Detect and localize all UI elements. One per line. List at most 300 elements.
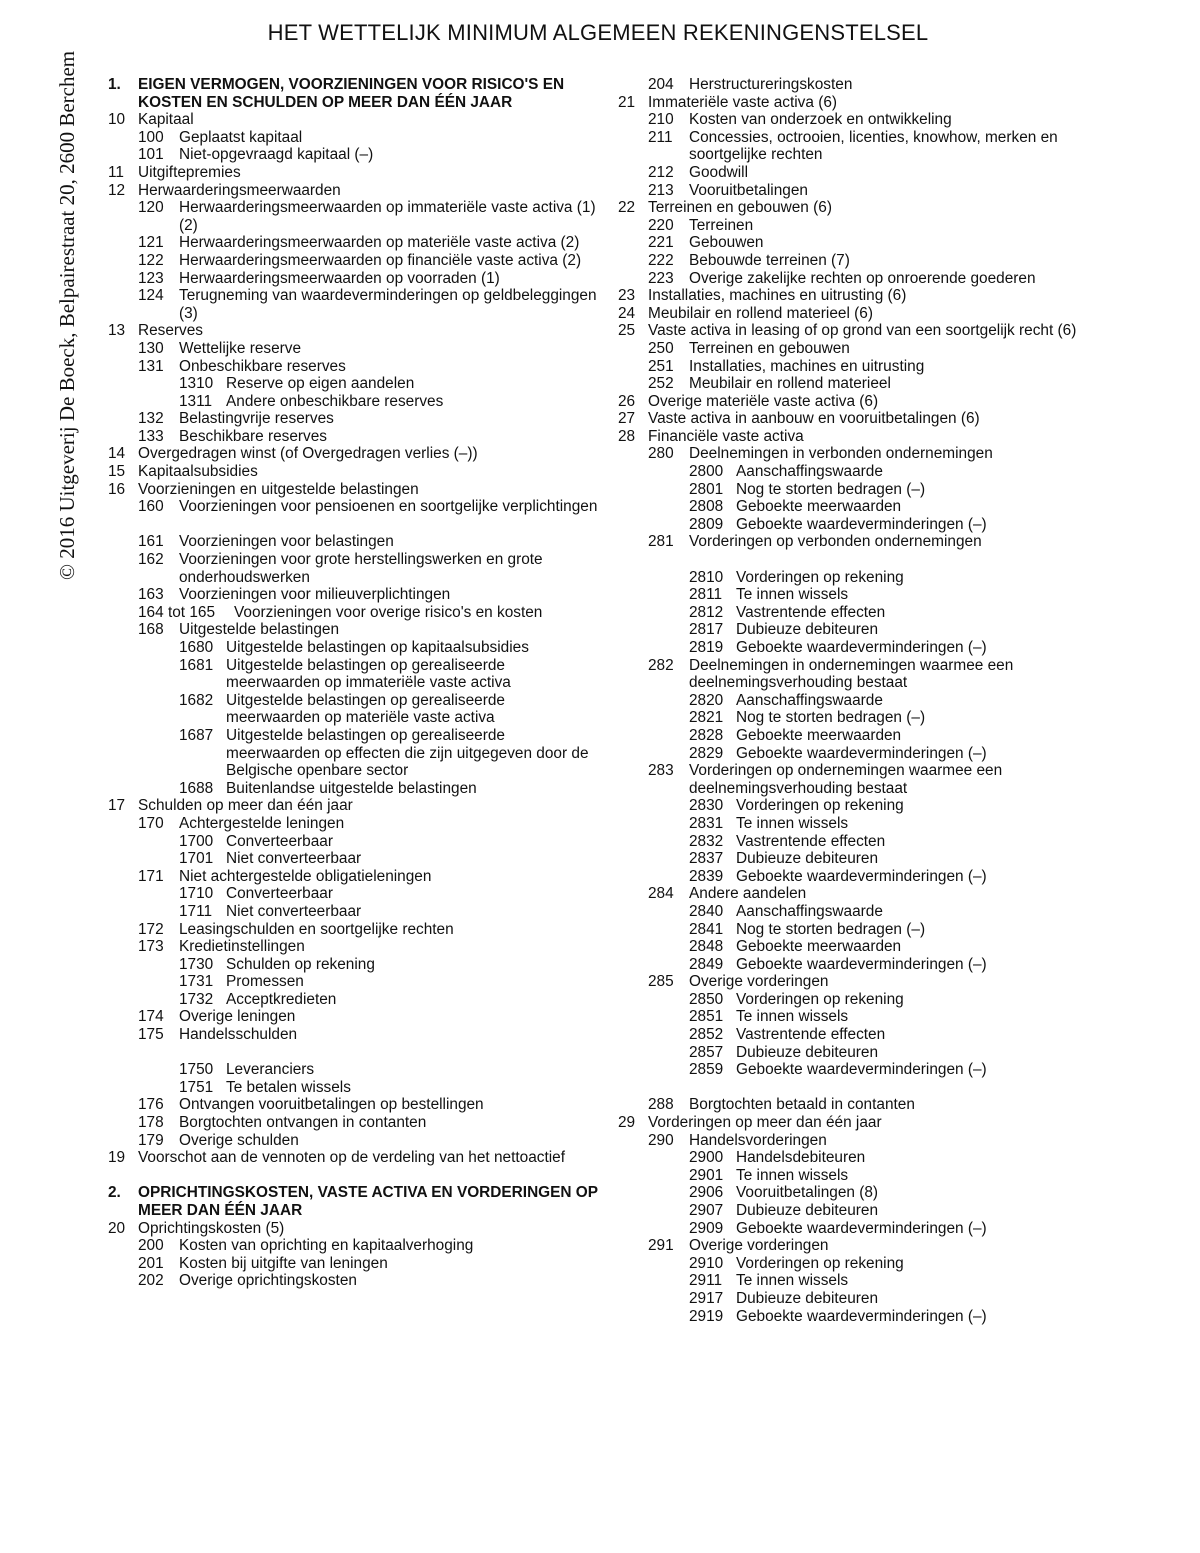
account-entry	[618, 762, 1088, 797]
spacer	[108, 1044, 598, 1062]
account-code: 2809	[689, 515, 724, 533]
account-code: 23	[618, 287, 636, 305]
account-label: Geboekte meerwaarden	[736, 726, 902, 744]
account-code: 201	[138, 1254, 164, 1272]
account-code: 220	[648, 216, 674, 234]
account-code: 21	[618, 93, 636, 111]
account-label: Aanschaffingswaarde	[736, 463, 883, 481]
account-code: 281	[648, 533, 674, 551]
account-label: Deelnemingen in ondernemingen waarmee een deelnemingsverhouding bestaat	[689, 656, 1014, 692]
account-entry	[618, 1272, 1088, 1290]
account-entry	[618, 463, 1088, 481]
account-code: 130	[138, 339, 164, 357]
account-label: Geboekte meerwaarden	[736, 938, 902, 956]
account-entry	[108, 182, 598, 200]
account-label: Dubieuze debiteuren	[736, 850, 879, 868]
account-entry	[108, 850, 598, 868]
account-code: 2819	[689, 639, 724, 656]
account-code: 211	[648, 128, 673, 146]
account-label: Overige oprichtingskosten	[179, 1272, 357, 1290]
page-title	[0, 20, 1200, 46]
account-entry	[108, 621, 598, 639]
account-code: 17	[108, 797, 126, 815]
account-code: 2907	[689, 1202, 724, 1219]
account-code: 2919	[689, 1307, 724, 1325]
account-label: Aanschaffingswaarde	[736, 902, 883, 920]
account-code: 2829	[689, 744, 724, 762]
account-entry	[108, 956, 598, 974]
account-code: 100	[138, 128, 164, 146]
account-entry	[108, 1061, 598, 1079]
account-code: 171	[138, 867, 164, 885]
account-label: Meubilair en rollend materieel	[689, 375, 891, 393]
account-label: Onbeschikbare reserves	[179, 357, 346, 375]
right-column	[618, 76, 1088, 1325]
account-entry	[108, 780, 598, 798]
account-entry	[108, 129, 598, 147]
account-code: 14	[108, 445, 126, 463]
account-entry	[618, 1167, 1088, 1185]
account-entry	[618, 1220, 1088, 1238]
account-code: 1730	[179, 955, 214, 973]
account-code: 2850	[689, 990, 724, 1008]
copyright-sidebar: © 2016 Uitgeverij De Boeck, Belpairestraat 20, 2600 Berchem	[55, 50, 79, 580]
account-entry	[618, 1202, 1088, 1220]
account-entry	[108, 1132, 598, 1150]
account-label: Uitgestelde belastingen op gerealiseerde meerwaarden op immateriële vaste activa	[226, 656, 511, 692]
account-label: Uitgiftepremies	[138, 163, 241, 181]
account-label: Borgtochten ontvangen in contanten	[179, 1114, 427, 1132]
account-entry	[618, 1096, 1088, 1114]
account-label: Vaste activa in aanbouw en vooruitbetalingen (6)	[648, 410, 980, 428]
account-label: Reserve op eigen aandelen	[226, 375, 415, 393]
account-label: Voorzieningen voor pensioenen en soortgelijke verplichtingen	[179, 498, 598, 516]
account-entry	[618, 973, 1088, 991]
account-code: 2841	[689, 920, 724, 938]
account-entry	[618, 287, 1088, 305]
account-code: 2910	[689, 1254, 724, 1272]
account-code: 131	[138, 357, 164, 375]
account-code: 19	[108, 1149, 126, 1167]
account-code: 1711	[179, 902, 213, 920]
account-entry	[618, 1290, 1088, 1308]
account-label: Overige materiële vaste activa (6)	[648, 392, 879, 410]
account-code: 221	[648, 234, 674, 252]
account-entry	[618, 182, 1088, 200]
account-label: Overige zakelijke rechten op onroerende goederen	[689, 269, 1036, 287]
account-label: Deelnemingen in verbonden ondernemingen	[689, 445, 993, 463]
account-entry	[108, 146, 598, 164]
account-label: Niet converteerbaar	[226, 850, 362, 868]
account-label: Installaties, machines en uitrusting	[689, 357, 925, 375]
account-code: 1311	[179, 392, 213, 410]
account-label: Geboekte waardeverminderingen (–)	[736, 867, 987, 885]
account-entry	[108, 1272, 598, 1290]
account-entry	[108, 111, 598, 129]
account-entry	[108, 445, 598, 463]
account-entry	[618, 340, 1088, 358]
account-label: Overige schulden	[179, 1131, 299, 1149]
account-label: Voorschot aan de vennoten op de verdeling van het nettoactief	[138, 1149, 565, 1167]
account-label: Kapitaalsubsidies	[138, 463, 258, 481]
account-code: 173	[138, 938, 164, 956]
account-entry	[618, 833, 1088, 851]
account-label: Schulden op meer dan één jaar	[138, 797, 353, 815]
account-entry	[618, 1044, 1088, 1062]
account-entry	[108, 973, 598, 991]
account-label: Te innen wissels	[736, 586, 849, 604]
account-entry	[618, 885, 1088, 903]
account-label: Handelsschulden	[179, 1026, 298, 1044]
account-code: 122	[138, 251, 164, 269]
account-label: Kosten van onderzoek en ontwikkeling	[689, 111, 952, 129]
account-code: 2821	[689, 709, 724, 727]
account-entry	[618, 868, 1088, 886]
account-code: 2911	[689, 1272, 723, 1290]
account-label: Dubieuze debiteuren	[736, 1043, 879, 1061]
account-label: Voorzieningen en uitgestelde belastingen	[138, 480, 419, 498]
account-label: Overige vorderingen	[689, 1237, 829, 1255]
account-entry	[108, 938, 598, 956]
account-entry	[618, 1114, 1088, 1132]
account-code: 1682	[179, 691, 214, 709]
account-entry	[618, 639, 1088, 657]
account-code: 1310	[179, 375, 214, 393]
account-entry	[108, 270, 598, 288]
account-entry	[618, 76, 1088, 94]
account-code: 12	[108, 181, 126, 199]
account-label: Beschikbare reserves	[179, 427, 327, 445]
account-code: 1710	[179, 885, 214, 903]
account-label: Voorzieningen voor belastingen	[179, 533, 394, 551]
account-label: Vorderingen op meer dan één jaar	[648, 1114, 882, 1132]
account-code: 2837	[689, 850, 724, 868]
account-label: Acceptkredieten	[226, 990, 337, 1008]
account-code: 121	[138, 234, 164, 252]
account-code: 16	[108, 480, 126, 498]
account-code: 2901	[689, 1166, 724, 1184]
account-label: Dubieuze debiteuren	[736, 1289, 879, 1307]
account-code: 26	[618, 392, 636, 410]
account-label: Geboekte waardeverminderingen (–)	[736, 639, 987, 656]
account-entry	[108, 586, 598, 604]
account-label: Nog te storten bedragen (–)	[736, 920, 926, 938]
account-code: 160	[138, 498, 164, 516]
account-entry	[108, 358, 598, 376]
account-code: 2852	[689, 1026, 724, 1044]
account-label: Leasingschulden en soortgelijke rechten	[179, 920, 454, 938]
account-label: Herwaarderingsmeerwaarden op financiële vaste activa (2)	[179, 251, 582, 269]
account-code: 2801	[689, 480, 724, 498]
account-entry	[618, 1184, 1088, 1202]
account-label: Herstructureringskosten	[689, 76, 853, 93]
account-code: 27	[618, 410, 636, 428]
account-label: Geboekte waardeverminderingen (–)	[736, 955, 987, 973]
account-entry	[108, 692, 598, 727]
account-label: Wettelijke reserve	[179, 339, 302, 357]
account-entry	[108, 199, 598, 234]
account-label: Kosten van oprichting en kapitaalverhoging	[179, 1237, 474, 1255]
account-entry	[108, 604, 598, 622]
account-entry	[108, 1026, 598, 1044]
account-label: Meubilair en rollend materieel (6)	[648, 304, 873, 322]
account-code: 2909	[689, 1219, 724, 1237]
account-label: Vorderingen op rekening	[736, 1254, 904, 1272]
section-heading	[108, 76, 598, 111]
account-code: 2800	[689, 463, 724, 481]
account-code: 2840	[689, 902, 724, 920]
account-code: 1681	[179, 656, 214, 674]
account-entry	[618, 1308, 1088, 1326]
account-label: Vastrentende effecten	[736, 1026, 886, 1044]
account-entry	[618, 94, 1088, 112]
account-code: 28	[618, 427, 636, 445]
account-entry	[618, 305, 1088, 323]
account-code: 1701	[179, 850, 214, 868]
account-entry	[618, 481, 1088, 499]
account-label: Nog te storten bedragen (–)	[736, 709, 926, 727]
account-entry	[618, 1061, 1088, 1079]
account-entry	[108, 885, 598, 903]
account-code: 101	[138, 146, 164, 164]
account-code: 1.	[108, 76, 121, 93]
account-entry	[108, 533, 598, 551]
account-entry	[108, 164, 598, 182]
account-entry	[618, 1026, 1088, 1044]
account-label: Bebouwde terreinen (7)	[689, 251, 850, 269]
account-label: Niet achtergestelde obligatieleningen	[179, 867, 432, 885]
account-code: 24	[618, 304, 636, 322]
account-entry	[618, 1255, 1088, 1273]
account-code: 222	[648, 251, 674, 269]
account-label: Uitgestelde belastingen	[179, 621, 340, 639]
account-code: 10	[108, 111, 126, 129]
account-label: Herwaarderingsmeerwaarden op materiële vaste activa (2)	[179, 234, 580, 252]
account-entry	[108, 1255, 598, 1273]
account-label: Niet converteerbaar	[226, 902, 362, 920]
account-label: Buitenlandse uitgestelde belastingen	[226, 779, 477, 797]
account-code: 2839	[689, 867, 724, 885]
account-code: 120	[138, 199, 164, 217]
account-entry	[618, 621, 1088, 639]
account-label: Vooruitbetalingen	[689, 181, 808, 199]
account-entry	[618, 815, 1088, 833]
account-label: Te innen wissels	[736, 814, 849, 832]
account-entry	[618, 498, 1088, 516]
account-label: Uitgestelde belastingen op gerealiseerde meerwaarden op effecten die zijn uitgegeven door de Belgische openbare sector	[226, 726, 589, 780]
account-code: 2917	[689, 1289, 724, 1307]
account-label: Vastrentende effecten	[736, 603, 886, 621]
account-code: 210	[648, 111, 674, 129]
account-code: 161	[138, 533, 164, 551]
account-code: 2851	[689, 1008, 724, 1026]
account-label: Oprichtingskosten (5)	[138, 1219, 285, 1237]
account-label: Voorzieningen voor overige risico's en kosten	[234, 603, 543, 621]
account-code: 202	[138, 1272, 164, 1290]
account-label: Vorderingen op rekening	[736, 568, 904, 586]
account-entry	[618, 111, 1088, 129]
account-entry	[108, 252, 598, 270]
account-entry	[108, 1079, 598, 1097]
account-label: EIGEN VERMOGEN, VOORZIENINGEN VOOR RISICO'S EN KOSTEN EN SCHULDEN OP MEER DAN ÉÉN JAAR	[138, 76, 565, 111]
account-entry	[108, 322, 598, 340]
account-entry	[108, 1237, 598, 1255]
account-code: 1750	[179, 1061, 214, 1079]
account-code: 11	[108, 163, 124, 181]
account-label: Financiële vaste activa	[648, 427, 804, 445]
account-entry	[618, 727, 1088, 745]
account-entry	[108, 481, 598, 499]
account-label: Leveranciers	[226, 1061, 315, 1079]
account-label: Andere aandelen	[689, 885, 807, 903]
account-label: Vorderingen op verbonden ondernemingen	[689, 533, 982, 551]
account-code: 1680	[179, 639, 214, 656]
account-label: OPRICHTINGSKOSTEN, VASTE ACTIVA EN VORDERINGEN OP MEER DAN ÉÉN JAAR	[138, 1184, 598, 1219]
account-label: Overgedragen winst (of Overgedragen verlies (–))	[138, 445, 478, 463]
account-label: Geplaatst kapitaal	[179, 128, 303, 146]
account-label: Schulden op rekening	[226, 955, 375, 973]
account-label: Terreinen	[689, 216, 754, 234]
account-label: Geboekte waardeverminderingen (–)	[736, 1219, 987, 1237]
account-entry	[618, 428, 1088, 446]
account-entry	[618, 358, 1088, 376]
account-entry	[618, 1237, 1088, 1255]
account-entry	[108, 551, 598, 586]
account-entry	[618, 129, 1088, 164]
account-entry	[108, 234, 598, 252]
account-label: Promessen	[226, 973, 304, 991]
account-entry	[108, 657, 598, 692]
account-code: 172	[138, 920, 164, 938]
account-code: 2810	[689, 568, 724, 586]
account-code: 25	[618, 322, 636, 340]
account-code: 168	[138, 621, 164, 639]
account-label: Niet-opgevraagd kapitaal (–)	[179, 146, 374, 164]
account-entry	[618, 991, 1088, 1009]
account-code: 2906	[689, 1184, 724, 1202]
account-label: Vorderingen op rekening	[736, 990, 904, 1008]
account-entry	[618, 1008, 1088, 1026]
account-code: 174	[138, 1008, 164, 1026]
account-label: Vorderingen op rekening	[736, 797, 904, 815]
account-code: 123	[138, 269, 164, 287]
account-code: 162	[138, 551, 164, 569]
account-entry	[618, 604, 1088, 622]
account-code: 204	[648, 76, 674, 93]
account-entry	[108, 833, 598, 851]
account-label: Voorzieningen voor grote herstellingswerken en grote onderhoudswerken	[179, 551, 543, 586]
account-label: Vaste activa in leasing of op grond van een soortgelijk recht (6)	[648, 322, 1077, 340]
account-entry	[618, 956, 1088, 974]
account-code: 2900	[689, 1149, 724, 1167]
account-label: Te innen wissels	[736, 1166, 849, 1184]
account-code: 290	[648, 1131, 674, 1149]
account-entry	[618, 322, 1088, 340]
account-label: Dubieuze debiteuren	[736, 621, 879, 639]
account-code: 2.	[108, 1184, 121, 1202]
account-label: Borgtochten betaald in contanten	[689, 1096, 915, 1114]
spacer	[108, 516, 598, 534]
account-code: 288	[648, 1096, 674, 1114]
account-label: Terreinen en gebouwen	[689, 339, 850, 357]
account-code: 2811	[689, 586, 723, 604]
account-code: 163	[138, 586, 164, 604]
account-entry	[618, 375, 1088, 393]
account-entry	[618, 903, 1088, 921]
account-code: 283	[648, 762, 674, 780]
account-label: Andere onbeschikbare reserves	[226, 392, 444, 410]
account-code: 2830	[689, 797, 724, 815]
account-entry	[618, 709, 1088, 727]
account-label: Terugneming van waardeverminderingen op geldbeleggingen (3)	[179, 287, 597, 322]
spacer	[618, 551, 1088, 569]
account-entry	[618, 199, 1088, 217]
account-label: Geboekte waardeverminderingen (–)	[736, 1061, 987, 1079]
account-code: 15	[108, 463, 126, 481]
account-entry	[108, 410, 598, 428]
account-entry	[618, 533, 1088, 551]
account-label: Herwaarderingsmeerwaarden	[138, 181, 341, 199]
account-code: 250	[648, 339, 674, 357]
account-entry	[618, 657, 1088, 692]
account-code: 178	[138, 1114, 164, 1132]
account-code: 1688	[179, 779, 214, 797]
account-entry	[618, 938, 1088, 956]
account-code: 2812	[689, 603, 724, 621]
account-entry	[618, 850, 1088, 868]
account-label: Gebouwen	[689, 234, 764, 252]
account-label: Vooruitbetalingen (8)	[736, 1184, 879, 1202]
account-code: 2828	[689, 726, 724, 744]
account-label: Vorderingen op ondernemingen waarmee een deelnemingsverhouding bestaat	[689, 762, 1003, 797]
account-code: 20	[108, 1219, 126, 1237]
account-entry	[108, 815, 598, 833]
account-entry	[108, 727, 598, 780]
account-entry	[618, 1149, 1088, 1167]
account-entry	[108, 1220, 598, 1238]
account-entry	[108, 868, 598, 886]
account-code: 2820	[689, 691, 724, 709]
account-entry	[618, 393, 1088, 411]
account-code: 213	[648, 181, 674, 199]
account-code: 252	[648, 375, 674, 393]
account-entry	[618, 234, 1088, 252]
account-label: Vastrentende effecten	[736, 832, 886, 850]
account-entry	[618, 1132, 1088, 1150]
account-entry	[618, 692, 1088, 710]
account-entry	[618, 410, 1088, 428]
account-label: Ontvangen vooruitbetalingen op bestellingen	[179, 1096, 484, 1114]
account-entry	[108, 1149, 598, 1167]
account-entry	[108, 428, 598, 446]
account-entry	[618, 217, 1088, 235]
account-code: 2817	[689, 621, 724, 639]
account-entry	[108, 498, 598, 516]
account-code: 212	[648, 163, 674, 181]
account-entry	[618, 921, 1088, 939]
account-code: 1732	[179, 990, 214, 1008]
page-title-text: HET WETTELIJK MINIMUM ALGEMEEN REKENINGENSTELSEL	[267, 20, 929, 45]
account-code: 2848	[689, 938, 724, 956]
account-label: Geboekte waardeverminderingen (–)	[736, 515, 987, 533]
account-label: Converteerbaar	[226, 885, 333, 903]
account-code: 1700	[179, 832, 214, 850]
account-label: Nog te storten bedragen (–)	[736, 480, 926, 498]
account-label: Geboekte waardeverminderingen (–)	[736, 744, 987, 762]
account-code: 282	[648, 656, 674, 674]
section-heading	[108, 1184, 598, 1219]
account-entry	[108, 991, 598, 1009]
